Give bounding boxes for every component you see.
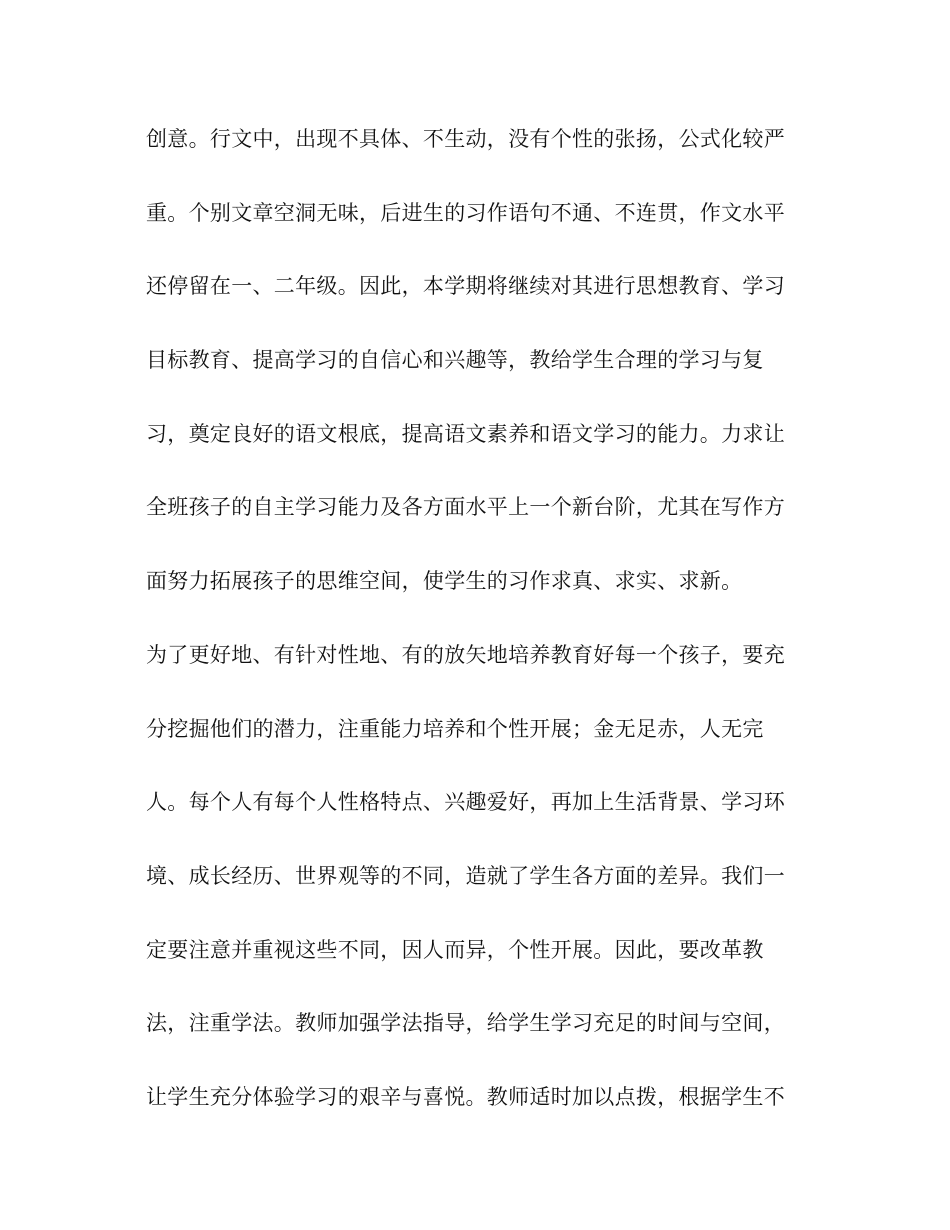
text-line: 面努力拓展孩子的思维空间，使学生的习作求真、求实、求新。 <box>146 569 743 594</box>
text-line: 境、成长经历、世界观等的不同，造就了学生各方面的差异。我们一 <box>146 863 785 888</box>
text-line: 还停留在一、二年级。因此，本学期将继续对其进行思想教育、学习 <box>146 274 785 299</box>
text-line: 定要注意并重视这些不同，因人而异，个性开展。因此，要改革教 <box>146 937 764 962</box>
text-line: 人。每个人有每个人性格特点、兴趣爱好，再加上生活背景、学习环 <box>146 790 785 815</box>
text-line: 法，注重学法。教师加强学法指导，给学生学习充足的时间与空间， <box>146 1011 785 1036</box>
text-line: 创意。行文中，出现不具体、不生动，没有个性的张扬，公式化较严 <box>146 127 785 151</box>
text-line: 让学生充分体验学习的艰辛与喜悦。教师适时加以点拨，根据学生不 <box>146 1084 785 1109</box>
text-line: 目标教育、提高学习的自信心和兴趣等，教给学生合理的学习与复 <box>146 348 764 373</box>
text-line: 为了更好地、有针对性地、有的放矢地培养教育好每一个孩子，要充 <box>146 642 785 667</box>
text-line: 重。个别文章空洞无味，后进生的习作语句不通、不连贯，作文水平 <box>146 200 785 225</box>
text-line: 全班孩子的自主学习能力及各方面水平上一个新台阶，尤其在写作方 <box>146 495 785 520</box>
body-text <box>146 122 806 1154</box>
text-line: 习，奠定良好的语文根底，提高语文素养和语文学习的能力。力求让 <box>146 421 785 446</box>
text-line: 分挖掘他们的潜力，注重能力培养和个性开展；金无足赤，人无完 <box>146 716 764 741</box>
